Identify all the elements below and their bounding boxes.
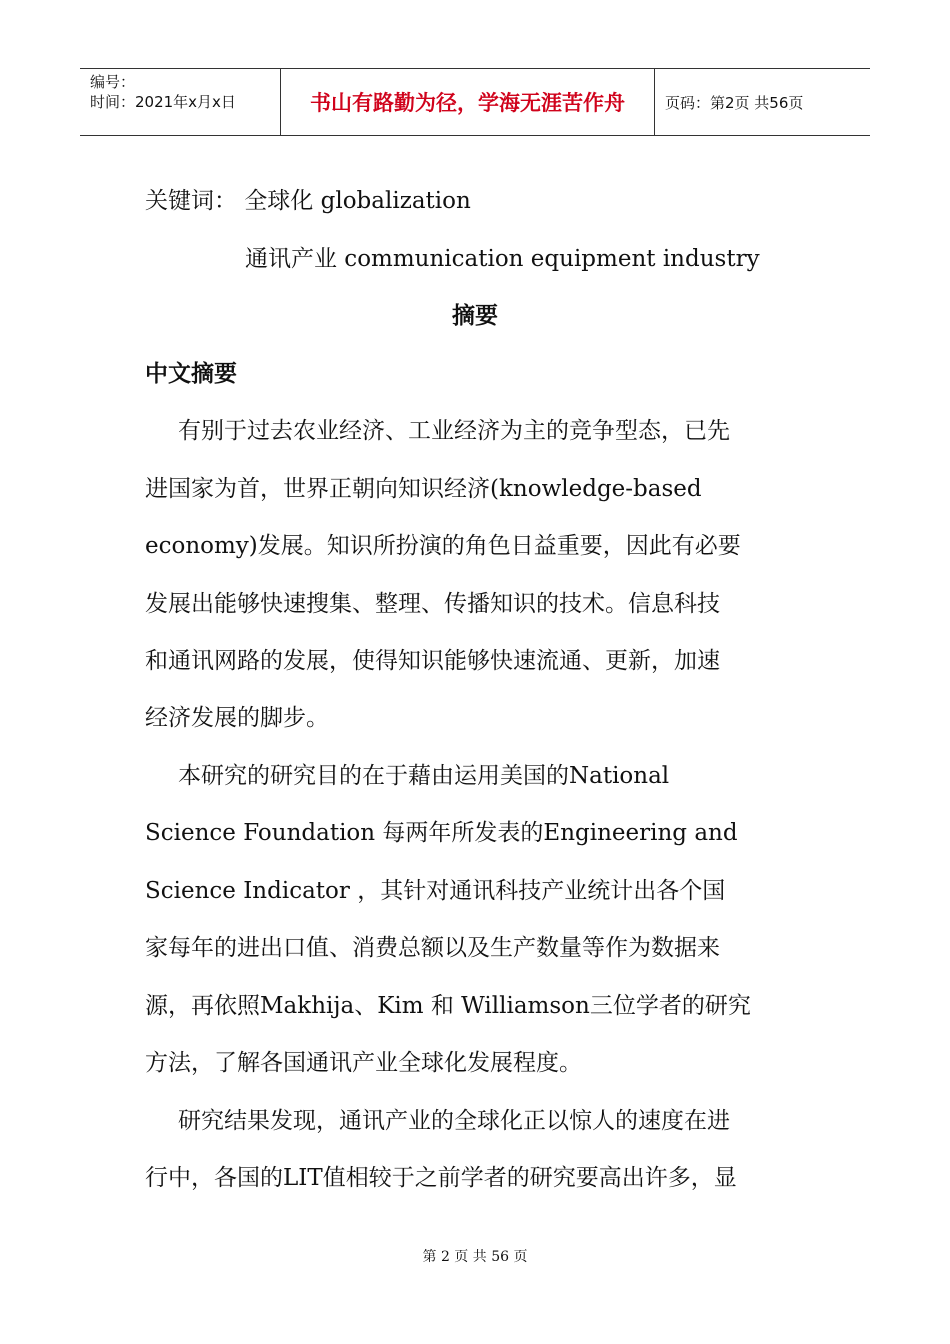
paragraph-line: 经济发展的脚步。 <box>145 705 329 731</box>
paragraph-line: 方法，了解各国通讯产业全球化发展程度。 <box>145 1050 582 1076</box>
header-meta <box>80 69 281 135</box>
page-header <box>80 68 870 136</box>
header-page-info: 页码：第2页 共56页 <box>665 93 804 112</box>
time-label: 时间：2021年x月x日 <box>90 93 236 111</box>
paragraph-line: 和通讯网路的发展，使得知识能够快速流通、更新，加速 <box>145 648 720 674</box>
paragraph-line: 家每年的进出口值、消费总额以及生产数量等作为数据来 <box>145 935 720 961</box>
paragraph-line: Science Foundation 每两年所发表的Engineering and <box>145 820 738 846</box>
paragraph-line: 研究结果发现，通讯产业的全球化正以惊人的速度在进 <box>178 1108 730 1134</box>
header-motto: 书山有路勤为径，学海无涯苦作舟 <box>281 69 655 135</box>
page-footer: 第 2 页 共 56 页 <box>422 1249 528 1265</box>
paragraph-line: economy)发展。知识所扮演的角色日益重要，因此有必要 <box>145 533 741 559</box>
paragraph-line: 本研究的研究目的在于藉由运用美国的National <box>178 763 670 789</box>
paragraph-line: 源，再依照Makhija、Kim 和 Williamson三位学者的研究 <box>145 993 751 1019</box>
abstract-title: 摘要 <box>452 303 498 329</box>
number-label: 编号： <box>90 73 136 91</box>
paragraph-line: 发展出能够快速搜集、整理、传播知识的技术。信息科技 <box>145 591 720 617</box>
paragraph-line: Science Indicator ，其针对通讯科技产业统计出各个国 <box>145 878 726 904</box>
paragraph-line: 进国家为首，世界正朝向知识经济(knowledge-based <box>145 476 702 502</box>
keywords-line-2: 通讯产业 communication equipment industry <box>245 246 760 272</box>
keywords-line-1: 关键词： 全球化 globalization <box>145 188 471 214</box>
section-heading: 中文摘要 <box>145 361 237 387</box>
paragraph-line: 行中，各国的LIT值相较于之前学者的研究要高出许多，显 <box>145 1165 737 1191</box>
paragraph-line: 有别于过去农业经济、工业经济为主的竞争型态，已先 <box>178 418 730 444</box>
